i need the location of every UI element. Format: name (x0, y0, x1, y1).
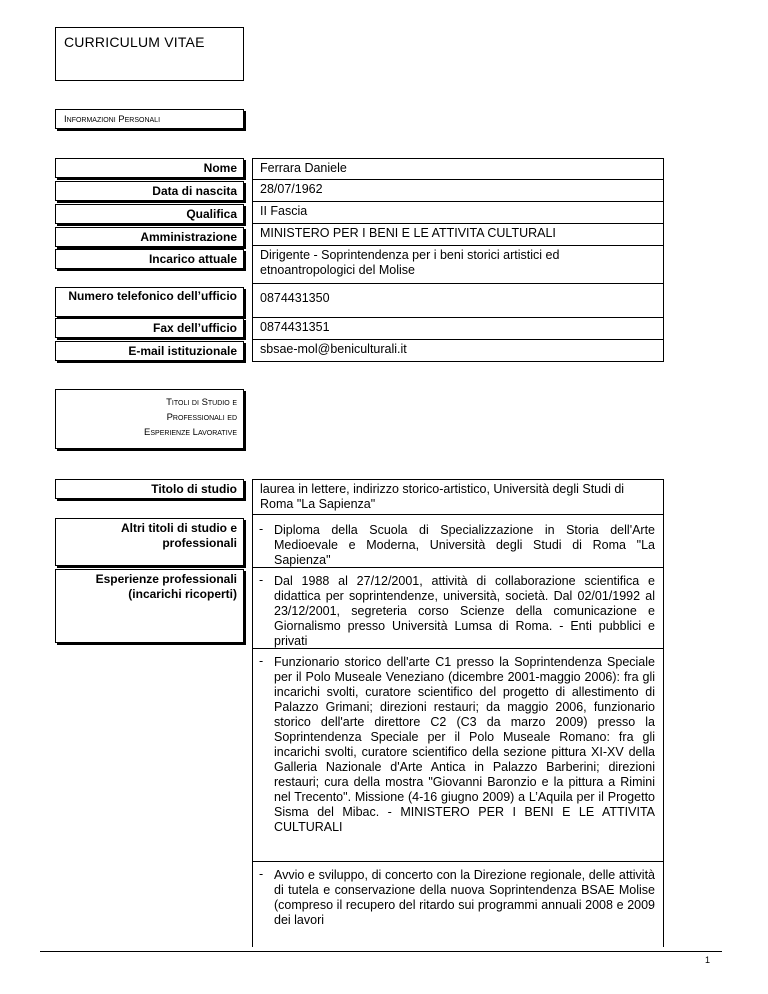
value-amministrazione: MINISTERO PER I BENI E LE ATTIVITA CULTURALI (252, 224, 664, 246)
value-nome: Ferrara Daniele (252, 158, 664, 180)
section-label-studies-line-1: Titoli di Studio e (166, 397, 237, 408)
label-data-nascita: Data di nascita (55, 181, 244, 201)
section-header-studies (55, 389, 244, 449)
section-label-studies (144, 395, 237, 440)
section-header-personal (55, 109, 244, 129)
label-incarico-attuale: Incarico attuale (55, 249, 244, 269)
bullet-dash: - (259, 867, 264, 881)
value-incarico-attuale: Dirigente - Soprintendenza per i beni storici artistici ed etnoantropologici del Molise (252, 246, 664, 284)
esperienza-text: Funzionario storico dell'arte C1 presso la Soprintendenza Speciale per il Polo Museale Veneziano (dicembre 2001-maggio 2006): fra gli incarichi svolti, curatore scientifico del progetto di allestimento di Palazzo Grimani; direzioni restauri; da maggio 2006, funzionario storico dell'arte direttore C2 (C3 da marzo 2009) presso la Soprintendenza Speciale per il Polo Museale Romano: fra gli incarichi svolti, curatore scientifico della sezione pittura XI-XV della Galleria Nazionale d'Arte Antica in Palazzo Barberini; direzioni restauri; cura della mostra "Giovanni Baronzio e la pittura a Rimini nel Trecento". Missione (4-16 giugno 2009) a L’Aquila per il Progetto Sisma del Mibac. - MINISTERO PER I BENI E LE ATTIVITA CULTURALI (274, 655, 655, 834)
bullet-dash: - (259, 522, 264, 536)
label-amministrazione: Amministrazione (55, 227, 244, 247)
cv-title-box (55, 27, 244, 81)
cv-title: CURRICULUM VITAE (64, 34, 205, 50)
section-label-studies-line-2: Professionali ed (166, 412, 237, 423)
footer-rule (40, 951, 722, 952)
value-altri-titoli-text: Diploma della Scuola di Specializzazione in Storia dell'Arte Medioevale e Moderna, Università degli Studi di Roma "La Sapienza" (274, 523, 655, 567)
label-altri-titoli: Altri titoli di studio e professionali (55, 518, 244, 566)
esperienza-text: Dal 1988 al 27/12/2001, attività di collaborazione scientifica e didattica per soprintendenze, università, società. Dal 02/01/1992 al 23/12/2001, segreteria corso Scienze della comunicazione e Giornalismo presso Università Lumsa di Roma. - Enti pubblici e privati (274, 574, 655, 648)
label-nome: Nome (55, 158, 244, 178)
bullet-dash: - (259, 573, 264, 587)
value-telefono: 0874431350 (252, 284, 664, 318)
value-titolo-studio: laurea in lettere, indirizzo storico-artistico, Università degli Studi di Roma "La Sapienza" (252, 479, 664, 515)
bullet-dash: - (259, 654, 264, 668)
section-label-studies-line-3: Esperienze Lavorative (144, 427, 237, 438)
page-number: 1 (705, 955, 711, 965)
list-item (252, 862, 664, 947)
list-item (252, 649, 664, 862)
label-email: E-mail istituzionale (55, 341, 244, 361)
label-titolo-studio: Titolo di studio (55, 479, 244, 499)
section-label-personal: Informazioni Personali (64, 114, 161, 125)
label-telefono: Numero telefonico dell’ufficio (55, 287, 244, 317)
value-email: sbsae-mol@beniculturali.it (252, 340, 664, 362)
list-item (252, 568, 664, 649)
label-fax: Fax dell’ufficio (55, 318, 244, 338)
esperienza-text: Avvio e sviluppo, di concerto con la Direzione regionale, delle attività di tutela e conservazione della nuova Soprintendenza BSAE Molise (compreso il recupero del ritardo sui programmi annuali 2008 e 2009 dei lavori (274, 868, 655, 927)
value-qualifica: II Fascia (252, 202, 664, 224)
label-esperienze: Esperienze professionali (incarichi ricoperti) (55, 569, 244, 643)
label-qualifica: Qualifica (55, 204, 244, 224)
value-altri-titoli (252, 515, 664, 568)
value-data-nascita: 28/07/1962 (252, 180, 664, 202)
value-fax: 0874431351 (252, 318, 664, 340)
